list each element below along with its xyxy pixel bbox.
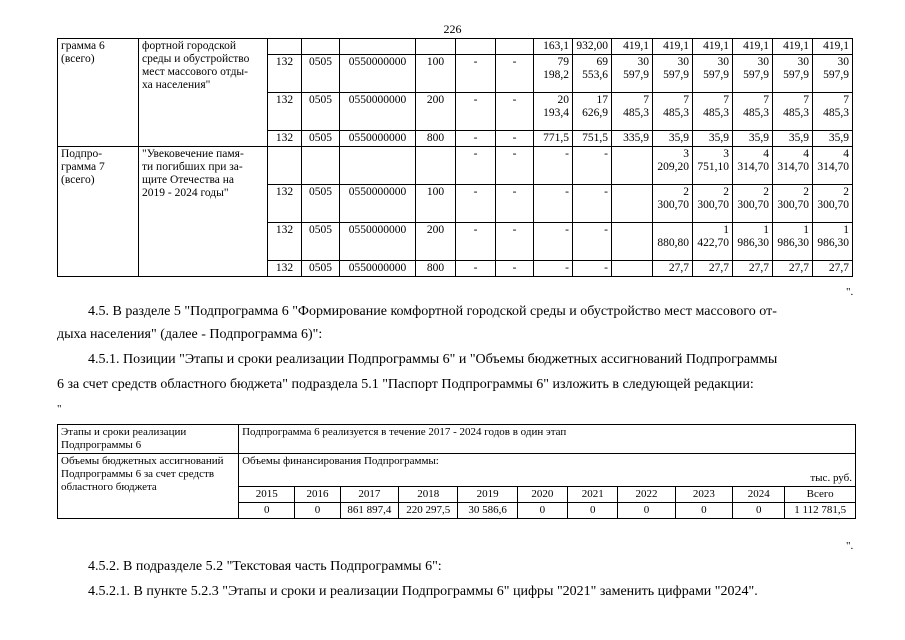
paragraph-4-5-2-1: 4.5.2.1. В пункте 5.2.3 "Этапы и сроки и реализации Подпрограммы 6" цифры "2021" заменить цифрами "2024". [88, 584, 758, 599]
cell-v14: 419,1 [813, 39, 853, 55]
year-header: 2019 [458, 487, 517, 503]
cell-gr: 132 [268, 131, 302, 147]
cell-v6: - [496, 55, 534, 93]
cell-v5: - [456, 131, 496, 147]
cell-rz [302, 147, 340, 185]
cell-rz [302, 39, 340, 55]
cell-v11: 1 422,70 [693, 223, 733, 261]
cell-v7: 163,1 [534, 39, 573, 55]
cell-v12: 1 986,30 [733, 223, 773, 261]
cell-v13: 419,1 [773, 39, 813, 55]
cell-csr: 0550000000 [340, 223, 416, 261]
cell-v10: 7 485,3 [653, 93, 693, 131]
program-name-cell: фортной городской среды и обустройство мест массового отды- ха населения" [139, 39, 268, 147]
cell-rz: 0505 [302, 185, 340, 223]
cell-v12: 4 314,70 [733, 147, 773, 185]
cell-v14: 2 300,70 [813, 185, 853, 223]
cell-rz: 0505 [302, 223, 340, 261]
year-value: 0 [568, 503, 618, 519]
cell-v5: - [456, 185, 496, 223]
cell-v9 [612, 261, 653, 277]
cell-v7: - [534, 147, 573, 185]
cell-vr: 800 [416, 261, 456, 277]
cell-rz: 0505 [302, 93, 340, 131]
cell-v11: 30 597,9 [693, 55, 733, 93]
page-number: 226 [443, 22, 462, 36]
cell-v8: 932,00 [573, 39, 612, 55]
cell-v8: - [573, 185, 612, 223]
paragraph-4-5-line2: дыха населения" (далее - Подпрограмма 6)": [57, 327, 323, 342]
close-quote: ". [846, 286, 854, 298]
cell-v9 [612, 223, 653, 261]
year-value: 0 [239, 503, 295, 519]
cell-v9: 30 597,9 [612, 55, 653, 93]
cell-csr: 0550000000 [340, 55, 416, 93]
cell-v12: 2 300,70 [733, 185, 773, 223]
cell-v6: - [496, 223, 534, 261]
cell-v8: 751,5 [573, 131, 612, 147]
year-value: 0 [733, 503, 785, 519]
cell-vr [416, 147, 456, 185]
cell-v5: - [456, 223, 496, 261]
table-row [58, 147, 893, 185]
paragraph-4-5-2: 4.5.2. В подразделе 5.2 "Текстовая часть Подпрограммы 6": [88, 559, 442, 574]
cell-v10: 30 597,9 [653, 55, 693, 93]
cell-vr: 200 [416, 93, 456, 131]
cell-v12: 419,1 [733, 39, 773, 55]
cell-v6 [496, 39, 534, 55]
year-header: 2016 [295, 487, 340, 503]
year-value: 0 [618, 503, 675, 519]
table-row [58, 39, 893, 55]
cell-v11: 3 751,10 [693, 147, 733, 185]
cell-v10: 3 209,20 [653, 147, 693, 185]
cell-vr: 200 [416, 223, 456, 261]
year-header: Всего [785, 487, 856, 503]
cell-v9: 419,1 [612, 39, 653, 55]
program-name-cell: "Увековечение памя- ти погибших при за- щите Отечества на 2019 - 2024 годы" [139, 147, 268, 277]
cell-v14: 1 986,30 [813, 223, 853, 261]
cell-gr: 132 [268, 185, 302, 223]
open-quote: " [57, 403, 62, 415]
cell-v10: 2 300,70 [653, 185, 693, 223]
passport-table [57, 424, 856, 519]
cell-v12: 30 597,9 [733, 55, 773, 93]
cell-vr: 100 [416, 185, 456, 223]
cell-v6: - [496, 131, 534, 147]
paragraph-4-5-line1: 4.5. В разделе 5 "Подпрограмма 6 "Формирование комфортной городской среды и обустройство мест массового от- [88, 304, 777, 319]
cell-gr: 132 [268, 223, 302, 261]
cell-vr: 800 [416, 131, 456, 147]
cell-v11: 27,7 [693, 261, 733, 277]
cell-v7: - [534, 223, 573, 261]
cell-v5: - [456, 93, 496, 131]
cell-v5: - [456, 55, 496, 93]
cell-v9: 7 485,3 [612, 93, 653, 131]
cell-v13: 2 300,70 [773, 185, 813, 223]
cell-v8: 69 553,6 [573, 55, 612, 93]
cell-rz: 0505 [302, 55, 340, 93]
cell-v13: 1 986,30 [773, 223, 813, 261]
year-header: 2024 [733, 487, 785, 503]
cell-v13: 4 314,70 [773, 147, 813, 185]
volumes-caption-cell [239, 454, 856, 487]
cell-csr: 0550000000 [340, 131, 416, 147]
cell-v7: 20 193,4 [534, 93, 573, 131]
cell-v14: 7 485,3 [813, 93, 853, 131]
cell-v5: - [456, 147, 496, 185]
cell-v6: - [496, 185, 534, 223]
paragraph-4-5-1-line1: 4.5.1. Позиции "Этапы и сроки реализации Подпрограммы 6" и "Объемы бюджетных ассигнований Подпрограммы [88, 352, 778, 367]
cell-v5: - [456, 261, 496, 277]
year-value: 861 897,4 [340, 503, 398, 519]
cell-csr: 0550000000 [340, 93, 416, 131]
cell-csr [340, 39, 416, 55]
year-value: 0 [675, 503, 732, 519]
cell-v14: 35,9 [813, 131, 853, 147]
unit-label: тыс. руб. [810, 472, 852, 484]
cell-rz: 0505 [302, 261, 340, 277]
year-header: 2022 [618, 487, 675, 503]
cell-gr: 132 [268, 93, 302, 131]
year-header: 2023 [675, 487, 732, 503]
cell-v8: - [573, 147, 612, 185]
cell-v8: - [573, 223, 612, 261]
year-value: 1 112 781,5 [785, 503, 856, 519]
cell-csr: 0550000000 [340, 261, 416, 277]
cell-v11: 7 485,3 [693, 93, 733, 131]
program-cell: Подпро- грамма 7 (всего) [58, 147, 139, 277]
cell-v9 [612, 147, 653, 185]
cell-csr [340, 147, 416, 185]
cell-v7: - [534, 185, 573, 223]
cell-gr [268, 147, 302, 185]
cell-v10: 35,9 [653, 131, 693, 147]
cell-v7: 79 198,2 [534, 55, 573, 93]
year-value: 0 [517, 503, 567, 519]
year-header: 2015 [239, 487, 295, 503]
cell-v11: 2 300,70 [693, 185, 733, 223]
cell-v6: - [496, 93, 534, 131]
cell-gr: 132 [268, 261, 302, 277]
year-header: 2017 [340, 487, 398, 503]
cell-v8: - [573, 261, 612, 277]
cell-v10: 880,80 [653, 223, 693, 261]
cell-vr: 100 [416, 55, 456, 93]
cell-gr: 132 [268, 55, 302, 93]
stages-label: Этапы и сроки реализации Подпрограммы 6 [58, 425, 239, 454]
cell-v7: - [534, 261, 573, 277]
cell-v6: - [496, 147, 534, 185]
cell-v11: 419,1 [693, 39, 733, 55]
cell-v13: 7 485,3 [773, 93, 813, 131]
cell-v9: 335,9 [612, 131, 653, 147]
year-header: 2018 [399, 487, 458, 503]
stages-value: Подпрограмма 6 реализуется в течение 2017 - 2024 годов в один этап [239, 425, 856, 454]
cell-v12: 27,7 [733, 261, 773, 277]
cell-v7: 771,5 [534, 131, 573, 147]
paragraph-4-5-1-line2: 6 за счет средств областного бюджета" подраздела 5.1 "Паспорт Подпрограммы 6" изложить в следующей редакции: [57, 377, 754, 392]
cell-v14: 30 597,9 [813, 55, 853, 93]
cell-csr: 0550000000 [340, 185, 416, 223]
cell-v14: 27,7 [813, 261, 853, 277]
volumes-label: Объемы бюджетных ассигнований Подпрограммы 6 за счет средств областного бюджета [58, 454, 239, 519]
cell-v10: 27,7 [653, 261, 693, 277]
volumes-caption: Объемы финансирования Подпрограммы: [242, 455, 439, 467]
cell-v13: 27,7 [773, 261, 813, 277]
budget-table [57, 38, 893, 277]
cell-v13: 35,9 [773, 131, 813, 147]
cell-v10: 419,1 [653, 39, 693, 55]
year-value: 30 586,6 [458, 503, 517, 519]
year-header: 2020 [517, 487, 567, 503]
year-header: 2021 [568, 487, 618, 503]
cell-rz: 0505 [302, 131, 340, 147]
year-value: 220 297,5 [399, 503, 458, 519]
cell-v5 [456, 39, 496, 55]
program-cell: грамма 6 (всего) [58, 39, 139, 147]
cell-v11: 35,9 [693, 131, 733, 147]
cell-v12: 35,9 [733, 131, 773, 147]
cell-v9 [612, 185, 653, 223]
cell-vr [416, 39, 456, 55]
cell-v13: 30 597,9 [773, 55, 813, 93]
cell-v14: 4 314,70 [813, 147, 853, 185]
close-quote: ". [846, 540, 854, 552]
year-value: 0 [295, 503, 340, 519]
cell-v8: 17 626,9 [573, 93, 612, 131]
cell-v6: - [496, 261, 534, 277]
cell-gr [268, 39, 302, 55]
cell-v12: 7 485,3 [733, 93, 773, 131]
